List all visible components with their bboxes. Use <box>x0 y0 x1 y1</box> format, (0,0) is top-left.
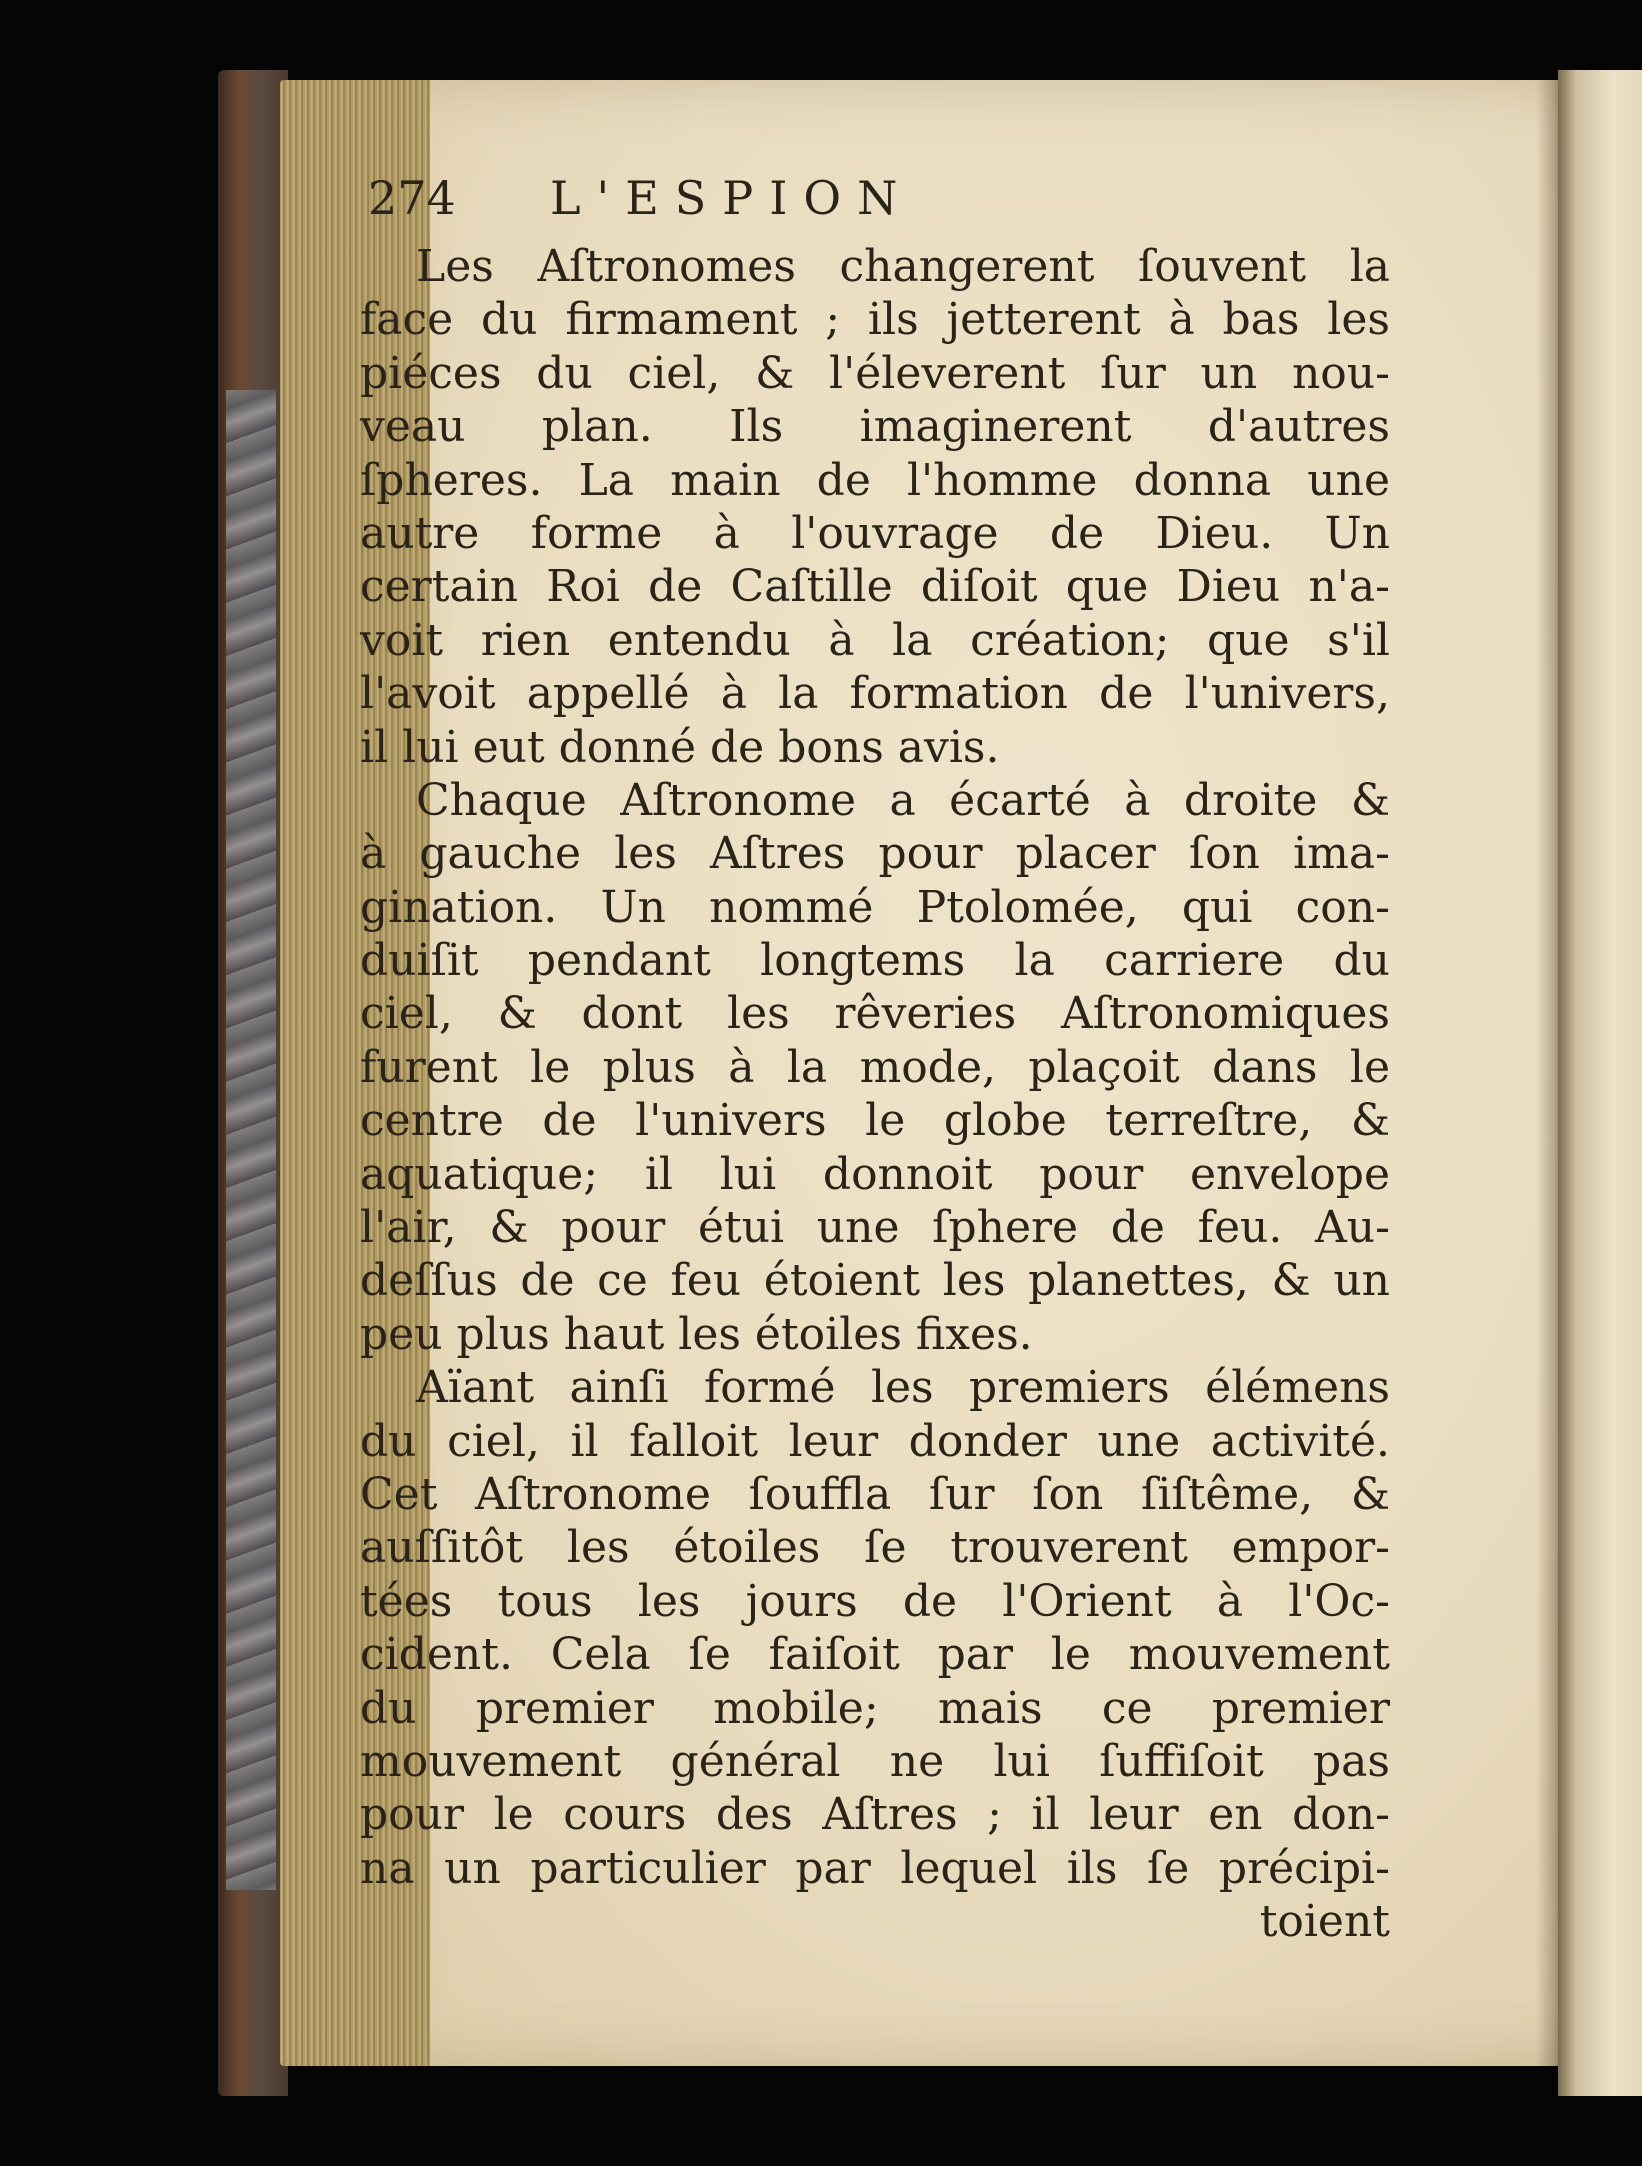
text-line: face du firmament ; ils jetterent à bas les <box>360 294 1390 346</box>
text-line: voit rien entendu à la création; que s'il <box>360 614 1390 666</box>
text-line: l'air, & pour étui une ſphere de feu. Au- <box>360 1202 1390 1254</box>
text-line: ſpheres. La main de l'homme donna une <box>360 454 1390 506</box>
text-line: il lui eut donné de bons avis. <box>360 721 1000 773</box>
text-line: ciel, & dont les rêveries Aſtronomiques <box>360 988 1390 1040</box>
page-number: 274 <box>368 171 456 225</box>
text-line: gination. Un nommé Ptolomée, qui con- <box>360 881 1390 933</box>
text-line: tées tous les jours de l'Orient à l'Oc- <box>360 1575 1390 1627</box>
running-head: L'ESPION <box>550 171 914 225</box>
text-line: du ciel, il falloit leur donder une activité. <box>360 1415 1390 1467</box>
text-line: duiſit pendant longtems la carriere du <box>360 935 1390 987</box>
text-line: l'avoit appellé à la formation de l'univers, <box>360 668 1390 720</box>
text-line: auſſitôt les étoiles ſe trouverent empor- <box>360 1522 1390 1574</box>
text-line: peu plus haut les étoiles fixes. <box>360 1308 1033 1360</box>
text-line: Chaque Aſtronome a écarté à droite & <box>416 774 1390 826</box>
text-line: certain Roi de Caſtille diſoit que Dieu n'a- <box>360 561 1390 613</box>
text-line: aquatique; il lui donnoit pour envelope <box>360 1148 1390 1200</box>
text-line: na un particulier par lequel ils ſe précipi- <box>360 1842 1390 1894</box>
text-line: centre de l'univers le globe terreſtre, & <box>360 1095 1390 1147</box>
text-line: piéces du ciel, & l'éleverent ſur un nou- <box>360 347 1390 399</box>
text-line: autre forme à l'ouvrage de Dieu. Un <box>360 507 1390 559</box>
text-line: mouvement général ne lui ſuffiſoit pas <box>360 1735 1390 1787</box>
text-line: du premier mobile; mais ce premier <box>360 1682 1390 1734</box>
text-line: cident. Cela ſe faiſoit par le mouvement <box>360 1629 1390 1681</box>
page-header <box>368 158 1268 238</box>
text-line: furent le plus à la mode, plaçoit dans le <box>360 1041 1390 1093</box>
text-line: pour le cours des Aſtres ; il leur en don- <box>360 1789 1390 1841</box>
text-line: Cet Aſtronome ſouffla ſur ſon ſiſtême, & <box>360 1468 1390 1520</box>
text-line: deſſus de ce feu étoient les planettes, & un <box>360 1255 1390 1307</box>
text-line: veau plan. Ils imaginerent d'autres <box>360 401 1390 453</box>
catchword: toient <box>1259 1896 1390 1948</box>
text-line: Aïant ainſi formé les premiers élémens <box>416 1362 1390 1414</box>
page-text <box>360 240 1390 1949</box>
facing-page-edge <box>1558 70 1642 2096</box>
marbled-board <box>226 390 276 1890</box>
text-line: à gauche les Aſtres pour placer ſon ima- <box>360 828 1390 880</box>
text-line: Les Aſtronomes changerent ſouvent la <box>416 241 1390 292</box>
